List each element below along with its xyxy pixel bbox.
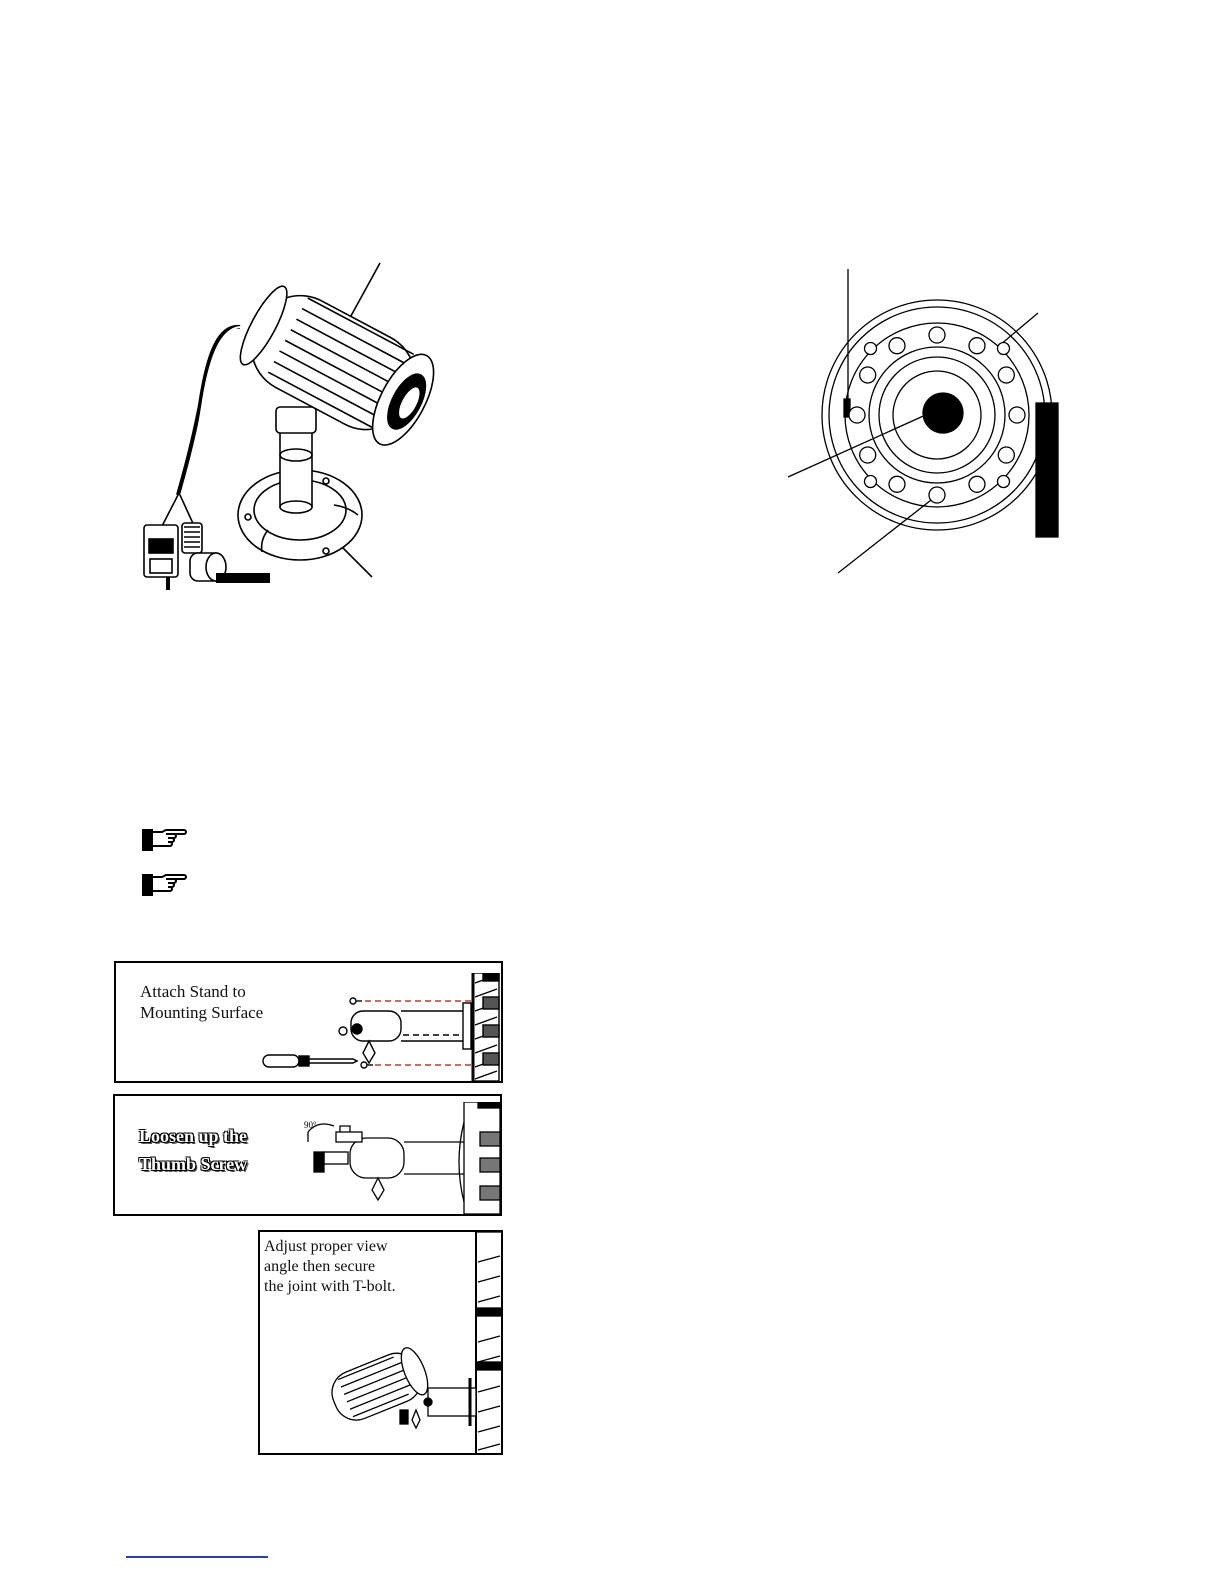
ir-led	[889, 338, 905, 354]
pointing-hand-icon	[141, 871, 189, 899]
adjust-angle-text: Adjust proper view angle then secure the joint with T-bolt.	[264, 1238, 396, 1295]
ir-led	[998, 447, 1014, 463]
ir-led	[969, 476, 985, 492]
ir-led	[969, 338, 985, 354]
ir-led	[889, 476, 905, 492]
ir-led	[1009, 407, 1025, 423]
pointing-hand-icon	[141, 826, 189, 854]
ir-led	[860, 367, 876, 383]
ir-led	[929, 487, 945, 503]
adjust-angle-panel	[258, 1230, 503, 1455]
footer-link-underline	[126, 1556, 268, 1558]
loosen-screw-illustration	[300, 1102, 500, 1214]
ir-led	[865, 343, 877, 355]
loosen-screw-text: Loosen up the Thumb Screw	[139, 1126, 248, 1174]
ir-led	[929, 327, 945, 343]
callout-led-line	[838, 493, 940, 573]
ir-led	[860, 447, 876, 463]
ir-led	[998, 343, 1010, 355]
ir-led	[849, 407, 865, 423]
angle-label: 90°	[304, 1120, 317, 1130]
callout-top-right-line	[1000, 313, 1038, 345]
attach-stand-panel	[114, 961, 503, 1083]
camera-side-illustration	[130, 255, 450, 600]
loosen-screw-panel	[113, 1094, 502, 1216]
ir-led	[998, 476, 1010, 488]
adjust-angle-illustration	[320, 1232, 503, 1455]
ir-led	[998, 367, 1014, 383]
attach-stand-text: Attach Stand to Mounting Surface	[140, 982, 264, 1022]
ir-led	[865, 476, 877, 488]
camera-front-illustration	[780, 265, 1070, 585]
attach-stand-illustration	[261, 973, 501, 1081]
